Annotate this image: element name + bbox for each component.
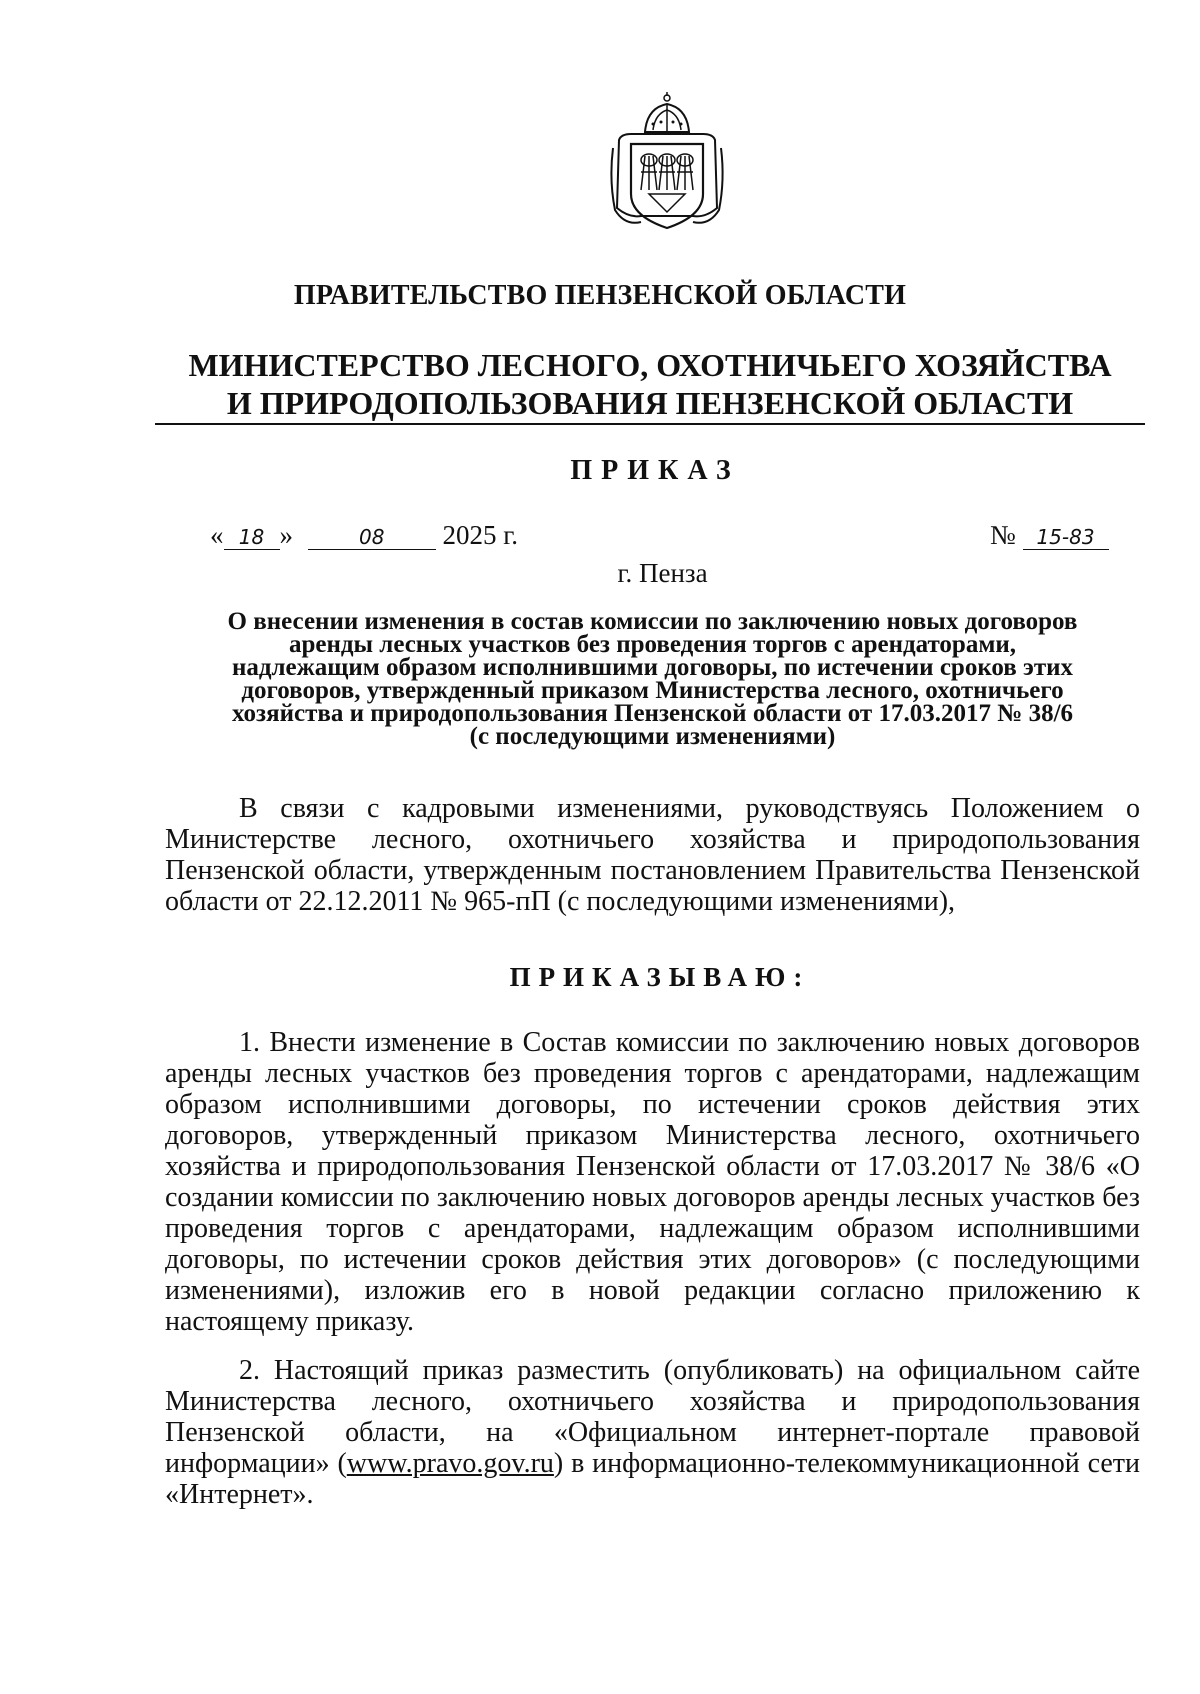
order-title: [165, 610, 1140, 748]
title-line2: аренды лесных участков без проведения торгов с арендаторами,: [288, 631, 1017, 658]
orders-heading: ПРИКАЗЫВАЮ:: [509, 962, 811, 992]
date-day: 18: [224, 525, 280, 550]
order-number: [990, 520, 1109, 551]
ministry-name-line2: И ПРИРОДОПОЛЬЗОВАНИЯ ПЕНЗЕНСКОЙ ОБЛАСТИ: [226, 385, 1074, 421]
city: г. Пенза: [617, 558, 708, 588]
order-item-2-tail: ) в информационно-телекоммуникационной сети «Интернет».: [165, 1448, 1141, 1510]
date-year: 2025 г.: [442, 520, 519, 550]
number-label: №: [990, 520, 1016, 550]
header-divider: [155, 423, 1145, 425]
title-line3: надлежащим образом исполнившими договоры, по истечении сроков этих: [231, 654, 1074, 681]
title-line6: (с последующими изменениями): [469, 723, 836, 750]
order-date: [210, 520, 518, 551]
government-name: ПРАВИТЕЛЬСТВО ПЕНЗЕНСКОЙ ОБЛАСТИ: [293, 280, 907, 311]
order-item-1-text: 1. Внести изменение в Состав комиссии по заключению новых договоров аренды лесных участков без проведения торгов с арендаторами, надлежащим образом исполнившими договоры, по истечении сроков действия этих договоров, утвержденный приказом Министерства лесного, охотничьего хозяйства и природопользования Пензенской области от 17.03.2017 № 38/6 «О создании комиссии по заключению новых договоров аренды лесных участков без проведения торгов с арендаторами, надлежащим образом исполнившими договоры, по истечении сроков действия этих договоров» (с последующими изменениями), изложив его в новой редакции согласно приложению к настоящему приказу.: [165, 1027, 1140, 1337]
ministry-name-line1: МИНИСТЕРСТВО ЛЕСНОГО, ОХОТНИЧЬЕГО ХОЗЯЙСТВА: [188, 347, 1112, 383]
intro-text: В связи с кадровыми изменениями, руководствуясь Положением о Министерстве лесного, охотничьего хозяйства и природопользования Пензенской области, утвержденным постановлением Правительства Пензенской области от 22.12.2011 № 965-пП (с последующими изменениями),: [165, 793, 1140, 917]
ministry-name: [155, 346, 1145, 422]
title-line1: О внесении изменения в состав комиссии по заключению новых договоров: [227, 608, 1078, 635]
number-value: 15-83: [1023, 525, 1109, 550]
date-month: 08: [308, 525, 436, 550]
title-line5: хозяйства и природопользования Пензенской области от 17.03.2017 № 38/6: [231, 700, 1074, 727]
coat-of-arms-icon: [605, 90, 730, 235]
intro-paragraph: [165, 793, 1140, 917]
title-line4: договоров, утвержденный приказом Министерства лесного, охотничьего: [241, 677, 1064, 704]
order-item-2: [165, 1355, 1140, 1510]
document-type: ПРИКАЗ: [570, 455, 740, 486]
date-quote-close: »: [279, 520, 293, 550]
order-item-2-text: 2. Настоящий приказ разместить (опубликовать) на официальном сайте Министерства лесного, охотничьего хозяйства и природопользования Пензенской области, на «Официальном интернет-портале правовой информации» (: [165, 1355, 1140, 1479]
date-quote-open: «: [210, 520, 224, 550]
pravo-link[interactable]: www.pravo.gov.ru: [346, 1448, 554, 1479]
order-item-1: [165, 1027, 1140, 1337]
